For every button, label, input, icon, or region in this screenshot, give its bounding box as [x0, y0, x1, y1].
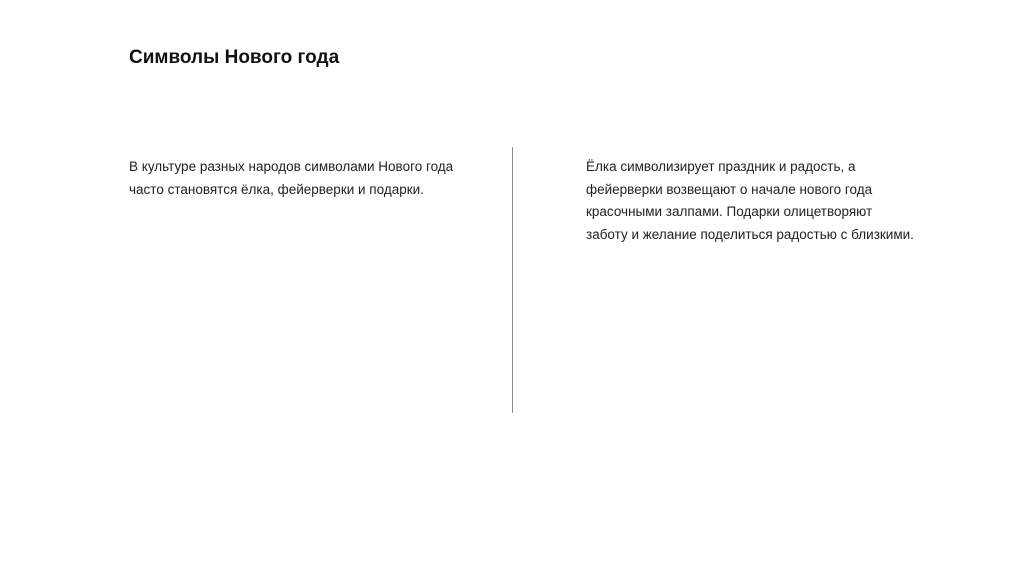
- left-text-column: [129, 156, 479, 201]
- left-text-line: часто становятся ёлка, фейерверки и подарки.: [129, 181, 424, 197]
- right-text-column: [586, 156, 936, 246]
- right-text-line: красочными залпами. Подарки олицетворяют: [586, 204, 873, 219]
- right-text-line: Ёлка символизирует праздник и радость, а: [586, 159, 856, 174]
- right-text-line: фейерверки возвещают о начале нового года: [586, 181, 873, 197]
- slide-title: Символы Нового года: [129, 47, 340, 68]
- left-text-line: В культуре разных народов символами Нового года: [129, 159, 454, 174]
- right-text-line: заботу и желание поделиться радостью с близкими.: [586, 226, 914, 242]
- column-divider: [512, 147, 513, 413]
